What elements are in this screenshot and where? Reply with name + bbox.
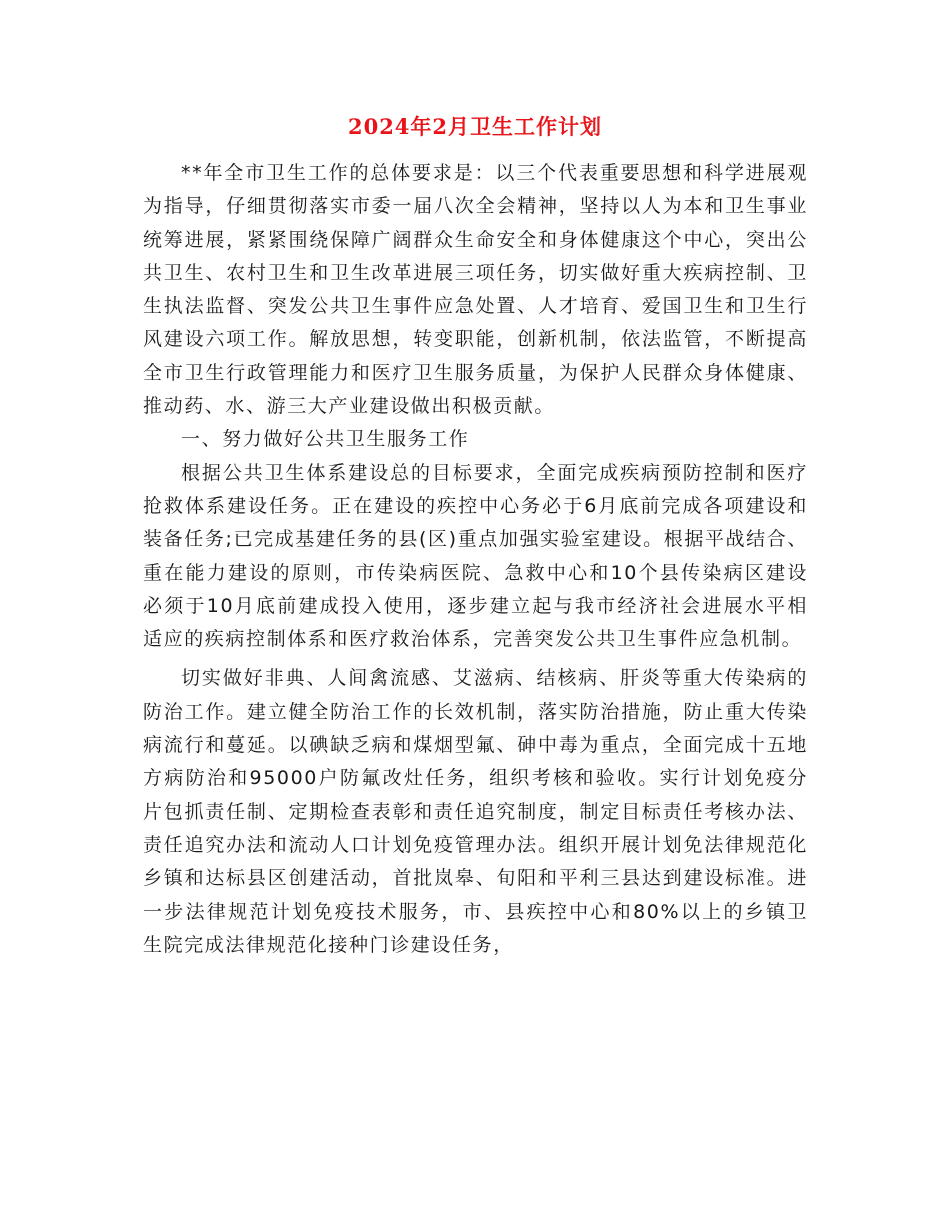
paragraph-disease-prevention: 切实做好非典、人间禽流感、艾滋病、结核病、肝炎等重大传染病的防治工作。建立健全防治工作的长效机制，落实防治措施，防止重大传染病流行和蔓延。以碘缺乏病和煤烟型氟、砷中毒为重点，全面完成十五地方病防治和95000户防氟改灶任务，组织考核和验收。实行计划免疫分片包抓责任制、定期检查表彰和责任追究制度，制定目标责任考核办法、责任追究办法和流动人口计划免疫管理办法。组织开展计划免法律规范化乡镇和达标县区创建活动，首批岚皋、旬阳和平利三县达到建设标准。进一步法律规范计划免疫技术服务，市、县疾控中心和80%以上的乡镇卫生院完成法律规范化接种门诊建设任务， (143, 667, 808, 956)
section-heading-public-health: 一、努力做好公共卫生服务工作 (181, 428, 470, 451)
paragraph-system-construction: 根据公共卫生体系建设总的目标要求，全面完成疾病预防控制和医疗抢救体系建设任务。正在建设的疾控中心务必于6月底前完成各项建设和装备任务;已完成基建任务的县(区)重点加强实验室建设。根据平战结合、重在能力建设的原则，市传染病医院、急救中心和10个县传染病区建设必须于10月底前建成投入使用，逐步建立起与我市经济社会进展水平相适应的疾病控制体系和医疗救治体系，完善突发公共卫生事件应急机制。 (143, 461, 808, 651)
document-body (143, 157, 808, 962)
paragraph-overall-requirements: **年全市卫生工作的总体要求是：以三个代表重要思想和科学进展观为指导，仔细贯彻落实市委一届八次全会精神，坚持以人为本和卫生事业统筹进展，紧紧围绕保障广阔群众生命安全和身体健康这个中心，突出公共卫生、农村卫生和卫生改革进展三项任务，切实做好重大疾病控制、卫生执法监督、突发公共卫生事件应急处置、人才培育、爱国卫生和卫生行风建设六项工作。解放思想，转变职能，创新机制，依法监管，不断提高全市卫生行政管理能力和医疗卫生服务质量，为保护人民群众身体健康、推动药、水、游三大产业建设做出积极贡献。 (143, 162, 808, 418)
document-title: 2024年2月卫生工作计划 (347, 114, 603, 139)
